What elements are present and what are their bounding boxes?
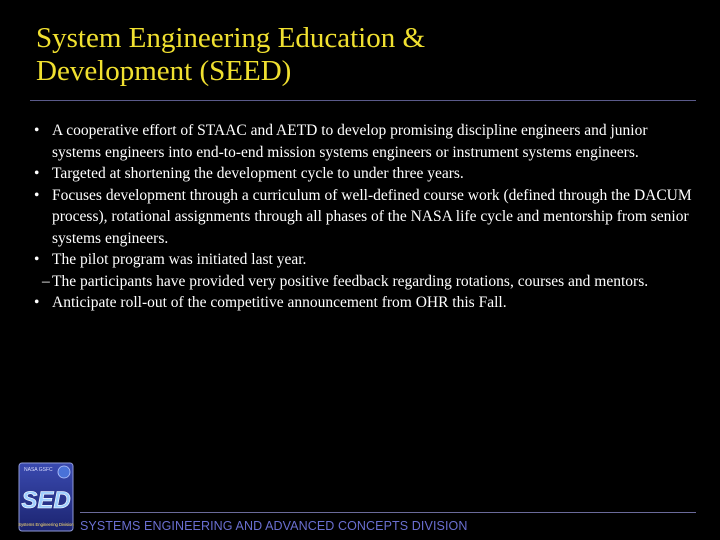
sub-bullet-dash: – xyxy=(42,272,50,290)
logo-mark: SED xyxy=(21,487,71,514)
title-line-2: Development (SEED) xyxy=(36,55,292,87)
sed-logo xyxy=(18,462,74,532)
logo-caption: Systems Engineering Division xyxy=(18,522,74,527)
bullet-text: Targeted at shortening the development cycle to under three years. xyxy=(52,165,464,182)
footer-divider xyxy=(80,512,696,513)
bullet-item xyxy=(34,249,694,271)
title-line-1: System Engineering Education & xyxy=(36,22,426,54)
sub-bullet-item xyxy=(34,271,694,293)
bullet-dot: • xyxy=(34,294,40,311)
logo-top-text: NASA GSFC xyxy=(24,467,53,473)
title-divider xyxy=(30,100,696,101)
sub-bullet-text: The participants have provided very positive feedback regarding rotations, courses and mentors. xyxy=(52,272,649,290)
bullet-item xyxy=(34,120,694,163)
bullet-text: The pilot program was initiated last year. xyxy=(52,251,307,268)
bullet-dot: • xyxy=(34,165,40,182)
bullet-dot: • xyxy=(34,122,40,139)
bullet-item xyxy=(34,163,694,185)
slide-title xyxy=(36,22,696,88)
bullet-text: Focuses development through a curriculum of well-defined course work (defined through the DACUM process), rotational assignments through all phases of the NASA life cycle and mentorship from senior systems engineers. xyxy=(52,186,692,247)
bullet-dot: • xyxy=(34,186,40,204)
bullet-item xyxy=(34,185,694,250)
bullet-list xyxy=(34,120,694,314)
bullet-item xyxy=(34,292,694,314)
bullet-dot: • xyxy=(34,251,40,268)
footer-text: SYSTEMS ENGINEERING AND ADVANCED CONCEPTS DIVISION xyxy=(80,519,468,533)
bullet-text: Anticipate roll-out of the competitive announcement from OHR this Fall. xyxy=(52,294,507,311)
bullet-text: A cooperative effort of STAAC and AETD to develop promising discipline engineers and junior systems engineers into end-to-end mission systems engineers or instrument systems engineers. xyxy=(52,122,648,161)
